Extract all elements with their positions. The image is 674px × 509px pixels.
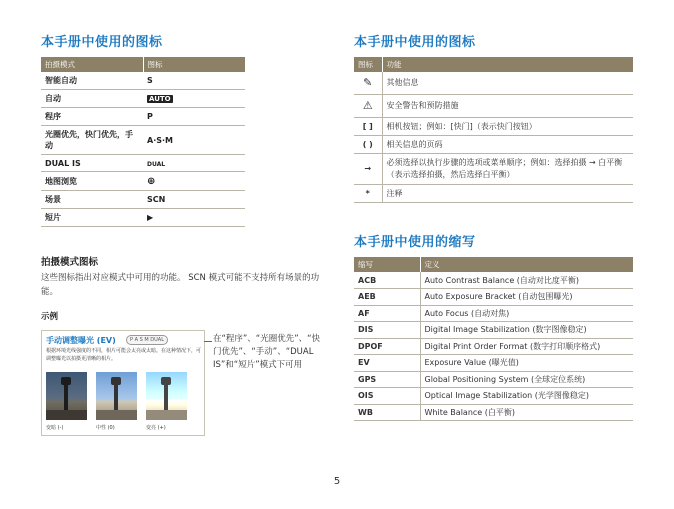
brackets-icon: [ ] (354, 117, 382, 135)
table-row (354, 117, 633, 135)
mode-name: 短片 (41, 209, 143, 227)
table-row (41, 72, 245, 90)
scene-icon: SCN (147, 195, 166, 204)
section-title-icons-left: 本手册中使用的图标 (41, 35, 163, 50)
abbr: OIS (354, 388, 420, 405)
table-row (354, 305, 633, 322)
arrow-icon: → (354, 153, 382, 184)
asm-icon: A·S·M (147, 135, 173, 145)
function-icons-table (354, 57, 633, 203)
table-row (354, 272, 633, 289)
mode-name: 智能自动 (41, 72, 143, 90)
program-icon: P (147, 112, 153, 121)
col-header-icon: 图标 (354, 57, 382, 72)
table-row (354, 94, 633, 117)
caption-bright: 变亮 (+) (146, 425, 166, 431)
table-row (41, 209, 245, 227)
mode-badge: P A S M DUAL (126, 335, 168, 345)
function-text: 其他信息 (382, 72, 633, 94)
smart-auto-icon: S (147, 76, 153, 85)
page-number: 5 (333, 476, 341, 487)
warning-icon: ⚠ (354, 94, 382, 117)
abbreviations-table (354, 257, 633, 421)
table-row (354, 153, 633, 184)
definition: Exposure Value (曝光值) (420, 355, 633, 372)
table-row (354, 338, 633, 355)
callout-line (204, 341, 212, 342)
abbr: EV (354, 355, 420, 372)
table-row (354, 388, 633, 405)
example-title: 手动调整曝光 (EV) (46, 336, 116, 345)
mode-name: 自动 (41, 90, 143, 108)
function-text: 相机按钮；例如：[快门]（表示快门按钮） (382, 117, 633, 135)
table-row (354, 355, 633, 372)
col-header-icon: 图标 (143, 57, 245, 72)
table-row (354, 135, 633, 153)
map-view-icon: ⊕ (147, 175, 156, 187)
definition: Digital Image Stabilization (数字图像稳定) (420, 322, 633, 339)
definition: White Balance (白平衡) (420, 404, 633, 421)
definition: Auto Exposure Bracket (自动包围曝光) (420, 289, 633, 306)
dual-is-icon: DUAL (147, 160, 166, 168)
col-header-mode: 拍摄模式 (41, 57, 143, 72)
abbr: DPOF (354, 338, 420, 355)
abbr: AEB (354, 289, 420, 306)
section-title-icons-right: 本手册中使用的图标 (354, 35, 476, 50)
table-row (354, 72, 633, 94)
definition: Global Positioning System (全球定位系统) (420, 371, 633, 388)
neutral-photo (96, 372, 137, 420)
definition: Digital Print Order Format (数字打印顺序格式) (420, 338, 633, 355)
abbr: GPS (354, 371, 420, 388)
col-header-definition: 定义 (420, 257, 633, 272)
caption-dark: 变暗 (-) (46, 425, 64, 431)
mode-name: 程序 (41, 108, 143, 126)
abbr: AF (354, 305, 420, 322)
section-title-abbreviations: 本手册中使用的缩写 (354, 235, 476, 250)
table-row (41, 191, 245, 209)
mode-name: 地图浏览 (41, 172, 143, 191)
example-heading: 示例 (41, 312, 59, 322)
example-note: 在“程序”、“光圈优先”、“快门优先”、“手动”、“DUAL IS”和“短片”模式下可用 (213, 334, 321, 370)
mode-name: DUAL IS (41, 155, 143, 172)
auto-icon: AUTO (149, 95, 171, 103)
table-row (41, 90, 245, 108)
asterisk-icon: * (354, 184, 382, 202)
table-row (354, 289, 633, 306)
mode-icons-description: 这些图标指出对应模式中可用的功能。 SCN 模式可能不支持所有场景的功能。 (41, 273, 320, 297)
note-icon: ✎ (354, 72, 382, 94)
abbr: WB (354, 404, 420, 421)
mode-icons-heading: 拍摄模式图标 (41, 257, 99, 268)
function-text: 相关信息的页码 (382, 135, 633, 153)
definition: Optical Image Stabilization (光学图像稳定) (420, 388, 633, 405)
table-row (41, 108, 245, 126)
mode-name: 场景 (41, 191, 143, 209)
col-header-function: 功能 (382, 57, 633, 72)
dark-photo (46, 372, 87, 420)
function-text: 必须选择以执行步骤的选项或菜单顺序；例如：选择拍摄 → 白平衡（表示选择拍摄，然后选择白平衡） (382, 153, 633, 184)
col-header-abbr: 缩写 (354, 257, 420, 272)
example-panel (41, 330, 205, 436)
bright-photo (146, 372, 187, 420)
table-row (354, 371, 633, 388)
table-row (354, 184, 633, 202)
caption-neutral: 中性 (0) (96, 425, 115, 431)
mode-name: 光圈优先，快门优先，手动 (41, 126, 143, 155)
table-row (354, 404, 633, 421)
function-text: 注释 (382, 184, 633, 202)
parentheses-icon: ( ) (354, 135, 382, 153)
table-row (41, 155, 245, 172)
function-text: 安全警告和预防措施 (382, 94, 633, 117)
example-description: 根据环境光线强度的不同，相片可能会太亮或太暗。在这种情况下，可调整曝光以拍摄更清晰的相片。 (46, 348, 202, 362)
abbr: DIS (354, 322, 420, 339)
abbr: ACB (354, 272, 420, 289)
definition: Auto Focus (自动对焦) (420, 305, 633, 322)
table-row (41, 172, 245, 191)
table-row (41, 126, 245, 155)
movie-icon: ▶ (147, 213, 154, 222)
definition: Auto Contrast Balance (自动对比度平衡) (420, 272, 633, 289)
shooting-modes-table (41, 57, 245, 227)
table-row (354, 322, 633, 339)
